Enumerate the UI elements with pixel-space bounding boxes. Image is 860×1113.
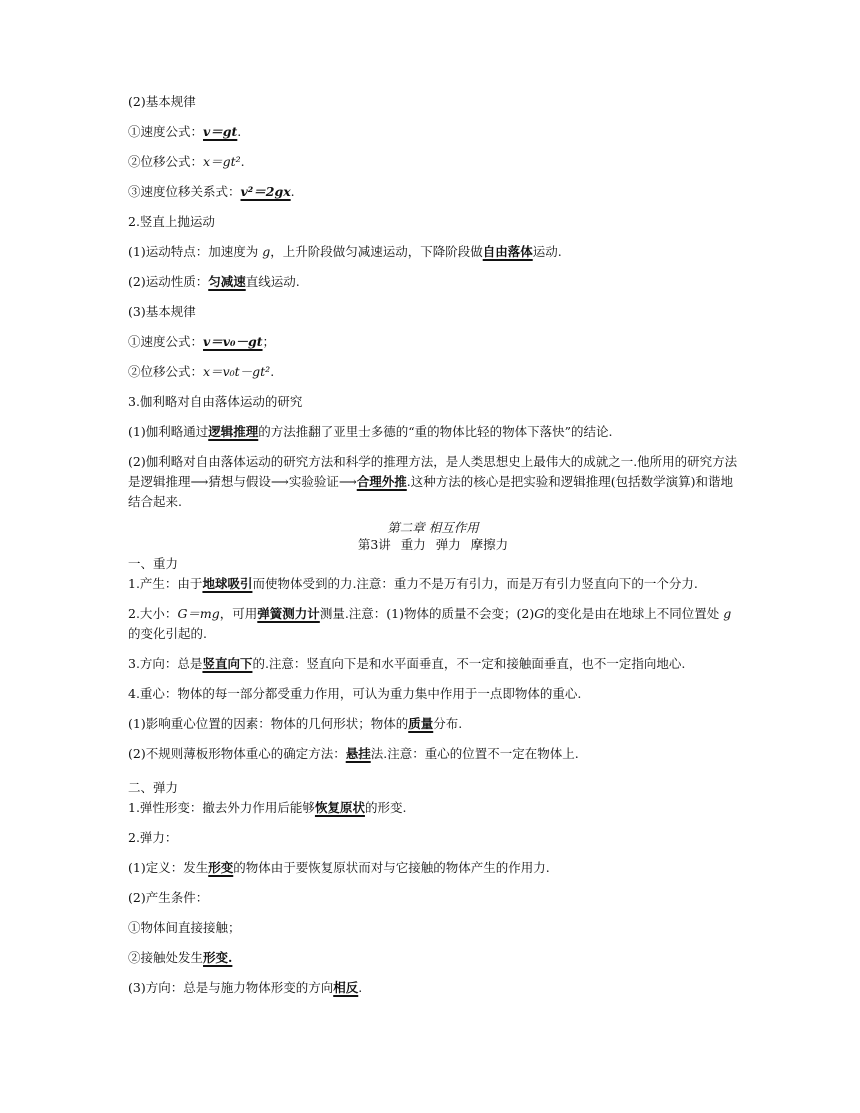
text: 的形变. (364, 800, 407, 815)
section-heading-gravity (128, 554, 738, 574)
vertical-throw-displacement (128, 362, 738, 382)
formula: x＝gt² (203, 154, 241, 169)
text: (1)定义：发生 (128, 860, 209, 875)
elastic-direction (128, 978, 738, 998)
key-term: 相反 (333, 980, 359, 995)
free-fall-velocity-displacement (128, 182, 738, 202)
text: ，可用 (219, 606, 258, 621)
text: ，上升阶段做匀减速运动，下降阶段做 (270, 244, 483, 259)
free-fall-laws-heading (128, 92, 738, 112)
elastic-conditions (128, 888, 738, 908)
lecture-title: 第3讲 重力 弹力 摩擦力 (357, 537, 509, 552)
text: 2.竖直上抛运动 (128, 214, 215, 229)
key-term: 弹簧测力计 (257, 606, 320, 621)
formula: v²＝2gx (240, 184, 291, 199)
text: . (237, 124, 242, 139)
galileo-paragraph-1 (128, 422, 738, 442)
key-term: 竖直向下 (202, 656, 253, 671)
key-term: 自由落体 (482, 244, 533, 259)
vertical-throw-heading (128, 212, 738, 232)
text: ； (262, 334, 276, 349)
text: 直线运动. (245, 274, 300, 289)
formula: x＝v₀t－gt² (203, 364, 271, 379)
key-term: 悬挂 (345, 746, 371, 761)
vertical-throw-feature (128, 242, 738, 262)
text: (1)运动特点：加速度为 (128, 244, 263, 259)
text: 的变化引起的. (128, 626, 207, 641)
text: ①速度公式： (128, 334, 204, 349)
elastic-condition-1 (128, 918, 738, 938)
text: (1)影响重心位置的因素：物体的几何形状；物体的 (128, 716, 409, 731)
text: . (358, 980, 363, 995)
gravity-magnitude (128, 604, 738, 644)
text: ②位移公式： (128, 364, 204, 379)
text: 3.方向：总是 (128, 656, 203, 671)
text: 分布. (433, 716, 463, 731)
text: ①速度公式： (128, 124, 204, 139)
text: (3)方向：总是与施力物体形变的方向 (128, 980, 334, 995)
text: 2.弹力： (128, 830, 178, 845)
text: ②位移公式： (128, 154, 204, 169)
gravity-direction (128, 654, 738, 674)
key-term: 恢复原状 (314, 800, 365, 815)
text: (3)基本规律 (128, 304, 196, 319)
key-term: 质量 (408, 716, 434, 731)
text: . (290, 184, 295, 199)
formula: G＝mg (177, 606, 220, 621)
document-page (128, 92, 738, 1008)
gravity-origin (128, 574, 738, 594)
text: 的变化是由在地球上不同位置处 (544, 606, 724, 621)
galileo-heading (128, 392, 738, 412)
elastic-force-heading (128, 828, 738, 848)
gravity-center (128, 684, 738, 704)
gravity-center-factors (128, 714, 738, 734)
text: 一、重力 (128, 556, 179, 571)
text: 4.重心：物体的每一部分都受重力作用，可认为重力集中作用于一点即物体的重心. (128, 686, 582, 701)
vertical-throw-velocity (128, 332, 738, 352)
text: . (240, 154, 245, 169)
text: 3.伽利略对自由落体运动的研究 (128, 394, 303, 409)
chapter-title: 第二章 相互作用 (387, 520, 479, 535)
text: 法.注意：重心的位置不一定在物体上. (370, 746, 579, 761)
text: 二、弹力 (128, 780, 179, 795)
formula: v＝gt (203, 124, 238, 139)
elastic-deformation (128, 798, 738, 818)
text: 测量.注意：(1)物体的质量不会变；(2) (319, 606, 535, 621)
text: 的方法推翻了亚里士多德的“重的物体比轻的物体下落快”的结论. (258, 424, 613, 439)
galileo-paragraph-2 (128, 452, 738, 512)
text: (2)基本规律 (128, 94, 196, 109)
key-term: 形变 (208, 860, 234, 875)
text: 1.产生：由于 (128, 576, 203, 591)
free-fall-velocity-formula (128, 122, 738, 142)
text: ①物体间直接接触； (128, 920, 241, 935)
symbol: G (534, 606, 545, 621)
formula: v＝v₀－gt (203, 334, 263, 349)
key-term: 地球吸引 (202, 576, 253, 591)
vertical-throw-laws-heading (128, 302, 738, 322)
vertical-throw-nature (128, 272, 738, 292)
section-heading-elastic (128, 778, 738, 798)
key-term: 合理外推 (356, 474, 407, 489)
text: (2)伽利略对自由落体运动的研究方法和科学的推理方法，是人类思想史上最伟大的成就之一.他所用的研究方法是逻辑推理⟶猜想与假设⟶实验验证⟶ (128, 454, 738, 489)
key-term: 匀减速 (208, 274, 246, 289)
symbol: g (723, 606, 732, 621)
free-fall-displacement-formula (128, 152, 738, 172)
key-term: 形变. (203, 950, 233, 965)
text: ②接触处发生 (128, 950, 204, 965)
key-term: 逻辑推理 (208, 424, 259, 439)
text: 1.弹性形变：撤去外力作用后能够 (128, 800, 315, 815)
text: (2)产生条件： (128, 890, 209, 905)
elastic-definition (128, 858, 738, 878)
text: . (270, 364, 275, 379)
text: 运动. (532, 244, 562, 259)
text: (2)不规则薄板形物体重心的确定方法： (128, 746, 346, 761)
elastic-condition-2 (128, 948, 738, 968)
text: .这种方法的核心是把实验和逻辑推理(包括数学演算)和谐地结合起来. (128, 474, 734, 509)
symbol: g (262, 244, 271, 259)
text: (2)运动性质： (128, 274, 209, 289)
text: ③速度位移关系式： (128, 184, 241, 199)
text: 2.大小： (128, 606, 178, 621)
text: 的.注意：竖直向下是和水平面垂直，不一定和接触面垂直，也不一定指向地心. (252, 656, 686, 671)
text: 而使物体受到的力.注意：重力不是万有引力，而是万有引力竖直向下的一个分力. (252, 576, 698, 591)
gravity-center-method (128, 744, 738, 764)
text: (1)伽利略通过 (128, 424, 209, 439)
text: 的物体由于要恢复原状而对与它接触的物体产生的作用力. (233, 860, 550, 875)
